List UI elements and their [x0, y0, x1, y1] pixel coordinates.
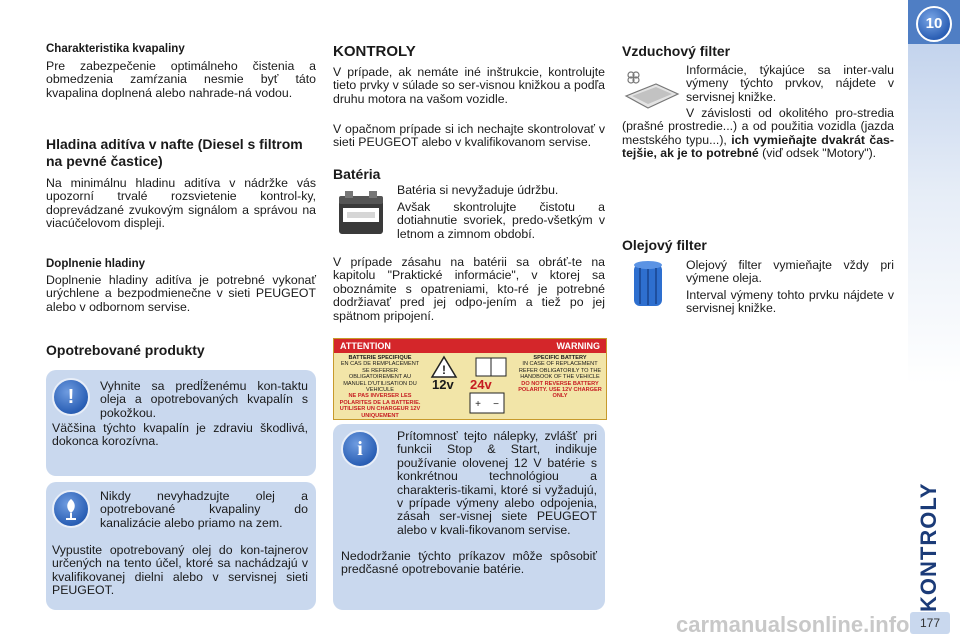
battery-heading: Batéria	[333, 166, 381, 182]
used-products-heading: Opotrebované produkty	[46, 342, 205, 358]
fluid-characteristics-heading: Charakteristika kvapaliny	[46, 43, 185, 55]
label-en-title: SPECIFIC BATTERY	[533, 355, 587, 361]
kontroly-heading: KONTROLY	[333, 43, 416, 60]
label-english-text	[517, 355, 603, 415]
battery-info-box	[333, 424, 605, 610]
label-12v: 12v	[432, 377, 454, 392]
fluid-characteristics-text: Pre zabezpečenie optimálneho čistenia a obmedzenia zamŕzania nesmie byť táto kvapalina doplnená alebo nahrade-ná vodou.	[46, 59, 316, 100]
watermark: carmanualsonline.info	[676, 612, 910, 637]
additive-level-text: Na minimálnu hladinu aditíva v nádržke vás upozorní trvalé rozsvietenie kontrol-ky, doprevádzané zvukovým signálom a správou na viacúčelovom displeji.	[46, 176, 316, 231]
oil-filter-text-1: Olejový filter vymieňajte vždy pri výmene oleja.	[686, 258, 894, 286]
battery-icon	[333, 186, 389, 240]
air-filter-text-2a: V závislosti od okolitého pro-stredia (prašné prostredie...) a od použitia vozidla (jazda mestského typu...),	[622, 106, 894, 147]
air-filter-interval-text: Informácie, týkajúce sa inter-valu výmeny týchto prvkov, nájdete v servisnej knižke.	[686, 63, 894, 104]
info-icon: i	[341, 430, 379, 468]
page-number: 177	[910, 612, 950, 634]
skin-contact-warning-box	[46, 370, 316, 476]
oil-filter-heading: Olejový filter	[622, 237, 707, 253]
exclamation-icon: !	[52, 378, 90, 416]
air-filter-text-2b: (viď odsek "Motory").	[762, 146, 877, 161]
oil-filter-text-2: Interval výmeny tohto prvku nájdete v servisnej knižke.	[686, 288, 894, 316]
chapter-title-vertical: KONTROLY	[916, 482, 941, 612]
battery-text-3: V prípade zásahu na batérii sa obráť-te na kapitolu "Praktické informácie", v ktorej sa oboznámite s opatreniami, kto-ré je potrebné dodržiavať pred jej odpo-jením a tiež po jej spätnom pripojení.	[333, 255, 605, 323]
label-warning: WARNING	[556, 341, 600, 351]
environment-leaf-icon	[52, 490, 90, 528]
chapter-number-badge: 10	[916, 6, 952, 42]
svg-text:−: −	[493, 399, 499, 410]
label-24v: 24v	[470, 377, 492, 392]
kontroly-text-2: V opačnom prípade si ich nechajte skontrolovať v sieti PEUGEOT alebo v kvalifikovanom servise.	[333, 122, 605, 150]
svg-text:+: +	[475, 399, 481, 410]
air-filter-text-2-bold: ich vymieňajte dvakrát čas-tejšie, ak je to potrebné	[622, 132, 894, 161]
battery-text-1: Batéria si nevyžaduje údržbu.	[397, 183, 559, 197]
refill-text: Doplnenie hladiny aditíva je potrebné vykonať urýchlene a bezpodmienečne v sieti PEUGEOT alebo v odbornom servise.	[46, 273, 316, 314]
label-fr-text: EN CAS DE REMPLACEMENT SE REFERER OBLIGATOIREMENT AU MANUEL D'UTILISATION DU VEHICULE	[340, 361, 420, 394]
label-attention: ATTENTION	[340, 341, 391, 351]
skin-contact-warning-text: Vyhnite sa predĺženému kon-taktu oleja a opotrebovaných kvapalín s pokožkou.	[100, 379, 308, 420]
no-disposal-text: Nikdy nevyhadzujte olej a opotrebované kvapaliny do kanalizácie alebo priamo na zem.	[100, 489, 308, 530]
environment-box	[46, 482, 316, 610]
air-filter-heading: Vzduchový filter	[622, 43, 731, 59]
air-filter-text-2	[622, 107, 894, 161]
label-fr-red: NE PAS INVERSER LES POLARITES DE LA BATTERIE. UTILISER UN CHARGEUR 12V UNIQUEMENT	[339, 393, 421, 419]
label-en-text: IN CASE OF REPLACEMENT REFER OBLIGATORILY TO THE HANDBOOK OF THE VEHICLE	[518, 361, 602, 381]
battery-info-text-1: Prítomnosť tejto nálepky, zvlášť pri funkcii Stop & Start, indikuje používanie olovenej 12 V batérie s konkrétnou technológiou a charakteris-tikami, ktoré si vyžadujú, v prípade výmeny alebo odpojenia, zásah ser-visnej siete PEUGEOT alebo v kvali-fikovanom servise.	[397, 429, 597, 537]
kontroly-text-1: V prípade, ak nemáte iné inštrukcie, kontrolujte tieto prvky v súlade so ser-visnou knižkou a podľa druhu motora na vašom vozidle.	[333, 65, 605, 106]
label-center-graphic	[426, 355, 514, 417]
svg-text:!: !	[442, 363, 446, 377]
dispose-container-text: Vypustite opotrebovaný olej do kon-tajnerov určených na tento účel, ktoré sa nachádzajú v kvalifikovanej dielni alebo v servisnej sieti PEUGEOT.	[52, 543, 308, 598]
fluids-harmful-text: Väčšina týchto kvapalín je zdraviu škodlivá, dokonca korozívna.	[52, 421, 308, 449]
oil-filter-icon	[630, 258, 666, 310]
battery-info-text-2: Nedodržanie týchto príkazov môže spôsobiť predčasné opotrebovanie batérie.	[341, 549, 597, 577]
additive-level-heading: Hladina aditíva v nafte (Diesel s filtrom na pevné častice)	[46, 136, 303, 169]
battery-text-2: Avšak skontrolujte čistotu a dotiahnutie svoriek, predo-všetkým v letnom a zimnom období.	[397, 200, 605, 241]
battery-warning-label	[333, 338, 607, 420]
refill-heading: Doplnenie hladiny	[46, 258, 146, 270]
label-french-text	[337, 355, 423, 419]
label-fr-title: BATTERIE SPECIFIQUE	[348, 355, 412, 361]
label-en-red: DO NOT REVERSE BATTERY POLARITY. USE 12V CHARGER ONLY	[518, 380, 602, 400]
label-header-bar	[334, 339, 606, 353]
